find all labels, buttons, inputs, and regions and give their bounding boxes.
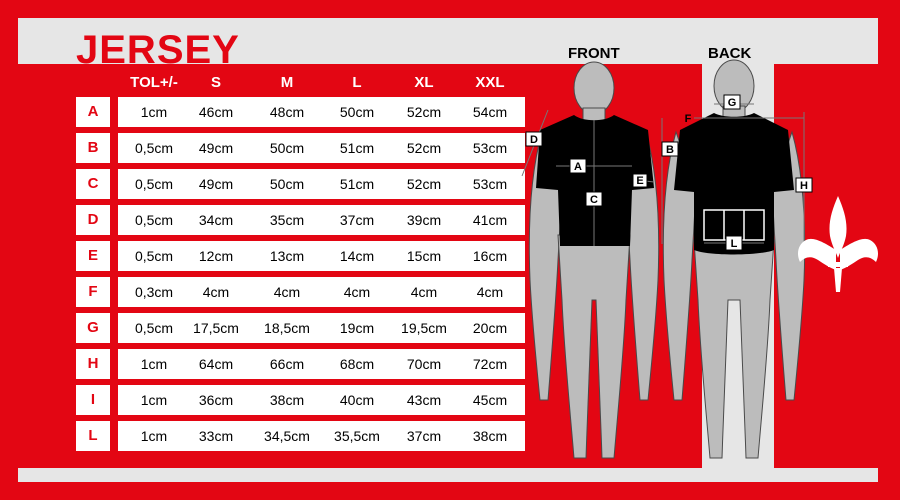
- column-header: S: [210, 74, 221, 91]
- row-label: E: [76, 241, 110, 271]
- table-cell: 19cm: [339, 320, 375, 336]
- column-header: TOL+/-: [130, 74, 178, 91]
- back-tag-b: [662, 142, 678, 156]
- table-cell: 52cm: [406, 104, 442, 120]
- table-cell: 36cm: [198, 392, 234, 408]
- svg-text:A: A: [574, 161, 582, 173]
- table-cell: 4cm: [202, 284, 230, 300]
- row-label: A: [76, 97, 110, 127]
- column-header: L: [352, 74, 362, 91]
- svg-text:C: C: [590, 194, 598, 206]
- table-cell: 40cm: [339, 392, 375, 408]
- table-cell: 70cm: [406, 356, 442, 372]
- svg-text:E: E: [636, 175, 644, 187]
- table-cell: 49cm: [198, 140, 234, 156]
- table-cell: 17,5cm: [193, 320, 239, 336]
- row-label: I: [76, 385, 110, 415]
- table-cell: 37cm: [339, 212, 375, 228]
- table-cell: 34cm: [198, 212, 234, 228]
- table-cell: 16cm: [472, 248, 508, 264]
- table-cell: 0,5cm: [134, 248, 174, 264]
- row-label: L: [76, 421, 110, 451]
- table-cell: 4cm: [410, 284, 438, 300]
- table-cell: 51cm: [339, 140, 375, 156]
- table-cell: 0,3cm: [134, 284, 174, 300]
- table-cell: 18,5cm: [264, 320, 310, 336]
- row-label: C: [76, 169, 110, 199]
- table-cell: 50cm: [339, 104, 375, 120]
- back-tag-l: [726, 236, 742, 250]
- table-cell: 33cm: [198, 428, 234, 444]
- table-cell: 1cm: [140, 392, 168, 408]
- table-cell: 0,5cm: [134, 212, 174, 228]
- table-cell: 38cm: [269, 392, 305, 408]
- table-cell: 54cm: [472, 104, 508, 120]
- row-label: B: [76, 133, 110, 163]
- table-cell: 51cm: [339, 176, 375, 192]
- fleur-de-lis-icon: [798, 196, 878, 292]
- svg-text:D: D: [530, 134, 538, 146]
- front-tag-a: [570, 159, 586, 173]
- table-cell: 37cm: [406, 428, 442, 444]
- table-cell: 46cm: [198, 104, 234, 120]
- table-cell: 53cm: [472, 140, 508, 156]
- front-tag-d: [526, 132, 542, 146]
- column-header: XL: [414, 74, 434, 91]
- table-cell: 0,5cm: [134, 320, 174, 336]
- table-cell: 1cm: [140, 428, 168, 444]
- table-cell: 72cm: [472, 356, 508, 372]
- table-cell: 39cm: [406, 212, 442, 228]
- back-tag-g: [724, 95, 740, 109]
- front-figure: [522, 62, 659, 458]
- column-header: M: [280, 74, 294, 91]
- table-cell: 4cm: [476, 284, 504, 300]
- front-tag-c: [586, 192, 602, 206]
- table-cell: 15cm: [406, 248, 442, 264]
- table-cell: 34,5cm: [264, 428, 310, 444]
- table-cell: 0,5cm: [134, 140, 174, 156]
- svg-text:L: L: [730, 238, 738, 250]
- table-cell: 20cm: [472, 320, 508, 336]
- table-cell: 43cm: [406, 392, 442, 408]
- front-tag-e: [633, 174, 647, 187]
- svg-text:F: F: [684, 113, 692, 125]
- table-cell: 38cm: [472, 428, 508, 444]
- table-cell: 66cm: [269, 356, 305, 372]
- table-cell: 12cm: [198, 248, 234, 264]
- table-cell: 14cm: [339, 248, 375, 264]
- table-cell: 1cm: [140, 356, 168, 372]
- back-tag-f: [685, 113, 692, 125]
- column-header: XXL: [475, 74, 505, 91]
- row-label: H: [76, 349, 110, 379]
- back-tag-h: [796, 178, 812, 192]
- svg-text:H: H: [800, 180, 808, 192]
- page-title: JERSEY: [76, 28, 240, 72]
- table-cell: 4cm: [343, 284, 371, 300]
- row-label: F: [76, 277, 110, 307]
- table-cell: 1cm: [140, 104, 168, 120]
- table-cell: 49cm: [198, 176, 234, 192]
- back-view-label: BACK: [708, 45, 752, 62]
- table-cell: 52cm: [406, 140, 442, 156]
- table-cell: 50cm: [269, 140, 305, 156]
- table-cell: 35cm: [269, 212, 305, 228]
- table-cell: 4cm: [273, 284, 301, 300]
- front-view-label: FRONT: [568, 45, 620, 62]
- table-cell: 45cm: [472, 392, 508, 408]
- table-cell: 68cm: [339, 356, 375, 372]
- table-cell: 0,5cm: [134, 176, 174, 192]
- row-label: D: [76, 205, 110, 235]
- back-figure: [662, 60, 812, 458]
- svg-text:G: G: [727, 97, 737, 109]
- table-cell: 64cm: [198, 356, 234, 372]
- table-cell: 19,5cm: [401, 320, 447, 336]
- table-cell: 48cm: [269, 104, 305, 120]
- table-cell: 52cm: [406, 176, 442, 192]
- table-cell: 35,5cm: [334, 428, 380, 444]
- table-cell: 50cm: [269, 176, 305, 192]
- svg-text:B: B: [666, 144, 674, 156]
- table-cell: 53cm: [472, 176, 508, 192]
- table-cell: 13cm: [269, 248, 305, 264]
- table-cell: 41cm: [472, 212, 508, 228]
- row-label: G: [76, 313, 110, 343]
